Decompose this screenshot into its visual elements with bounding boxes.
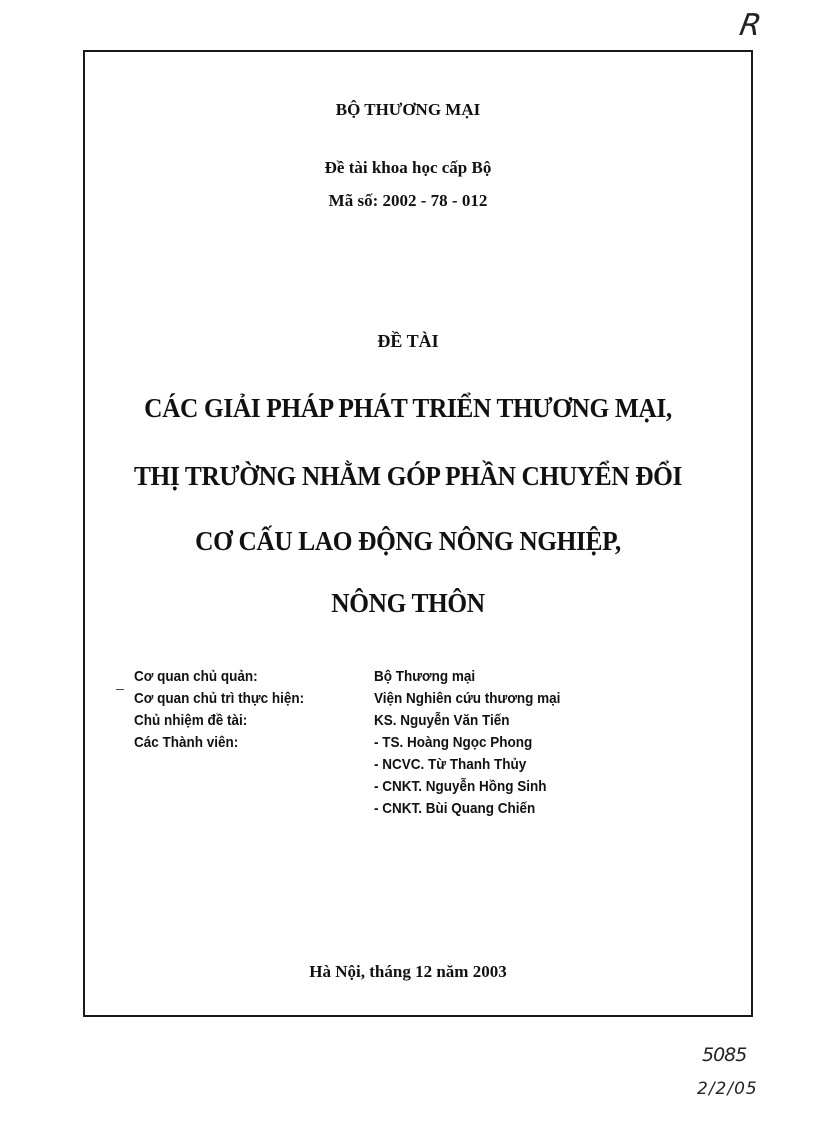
label-implementing-agency: Cơ quan chủ trì thực hiện: <box>134 690 305 707</box>
topic-label: ĐỀ TÀI <box>377 331 439 351</box>
info-values <box>374 666 560 820</box>
info-labels <box>134 666 304 754</box>
label-members: Các Thành viên: <box>134 734 239 751</box>
project-code: Mã số: 2002 - 78 - 012 <box>328 191 488 210</box>
title-line-2: THỊ TRƯỜNG NHẰM GÓP PHẦN CHUYỂN ĐỔI <box>133 461 683 491</box>
member-3: - CNKT. Nguyễn Hồng Sinh <box>374 778 547 795</box>
member-2: - NCVC. Từ Thanh Thủy <box>374 756 527 773</box>
member-1: - TS. Hoàng Ngọc Phong <box>374 734 533 751</box>
handwritten-mark: R <box>736 8 764 43</box>
handwritten-date: 2/2/05 <box>697 1079 758 1099</box>
project-level: Đề tài khoa học cấp Bộ <box>324 158 492 177</box>
scan-mark <box>116 689 124 690</box>
title-line-4: NÔNG THÔN <box>331 588 485 618</box>
title-line-1: CÁC GIẢI PHÁP PHÁT TRIỂN THƯƠNG MẠI, <box>144 393 672 423</box>
value-managing-agency: Bộ Thương mại <box>374 668 476 685</box>
ministry-name: BỘ THƯƠNG MẠI <box>335 100 481 119</box>
label-managing-agency: Cơ quan chủ quản: <box>134 668 258 685</box>
value-project-lead: KS. Nguyễn Văn Tiến <box>374 712 510 729</box>
title-line-3: CƠ CẤU LAO ĐỘNG NÔNG NGHIỆP, <box>195 526 621 556</box>
label-project-lead: Chủ nhiệm đề tài: <box>134 712 248 729</box>
place-date: Hà Nội, tháng 12 năm 2003 <box>309 962 507 981</box>
value-implementing-agency: Viện Nghiên cứu thương mại <box>374 690 561 707</box>
member-4: - CNKT. Bùi Quang Chiến <box>374 800 536 817</box>
handwritten-number: 5085 <box>702 1044 747 1066</box>
